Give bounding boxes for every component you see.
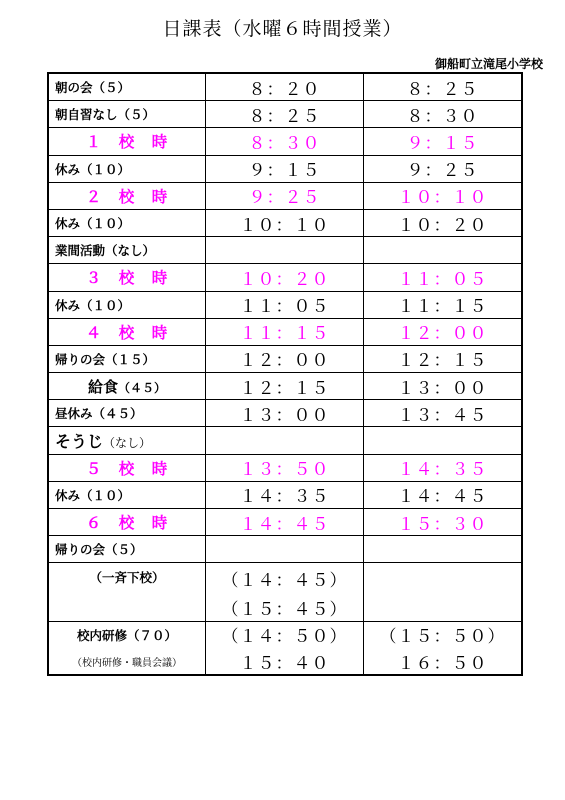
- time-cell-a: ９：１５: [206, 155, 364, 182]
- table-row-period: [48, 454, 522, 481]
- row-label: 休み（１０）: [48, 291, 206, 318]
- row-label-main: そうじ: [55, 432, 104, 452]
- period-label: ２ 校 時: [48, 182, 206, 209]
- table-row: [48, 481, 522, 508]
- row-sublabel: （校内研修・職員会議）: [48, 648, 206, 675]
- period-label: ３ 校 時: [48, 264, 206, 291]
- schedule-table: [47, 72, 523, 676]
- period-label: ５ 校 時: [48, 454, 206, 481]
- time-cell-b: １３：００: [364, 373, 523, 400]
- period-label: １ 校 時: [48, 128, 206, 155]
- row-label: （一斉下校）: [48, 563, 206, 595]
- time-cell-b: １０：２０: [364, 209, 523, 236]
- time-cell-b: １０：１０: [364, 182, 523, 209]
- time-cell-b2: [364, 595, 523, 622]
- school-name: 御船町立滝尾小学校: [434, 57, 543, 71]
- table-row: [48, 563, 522, 595]
- time-cell-b: １１：１５: [364, 291, 523, 318]
- time-cell-b2: １６：５０: [364, 648, 523, 675]
- row-label: 休み（１０）: [48, 481, 206, 508]
- time-cell-a: １２：１５: [206, 373, 364, 400]
- table-row: [48, 373, 522, 400]
- row-label: 校内研修（７０）: [48, 621, 206, 648]
- time-cell-a: [206, 536, 364, 563]
- time-cell-a: １４：４５: [206, 509, 364, 536]
- row-label-note: （４５）: [118, 380, 167, 395]
- table-row-period: [48, 264, 522, 291]
- period-label: ６ 校 時: [48, 509, 206, 536]
- time-cell-a: [206, 237, 364, 264]
- row-label: 休み（１０）: [48, 209, 206, 236]
- row-label: [48, 427, 206, 454]
- table-row: [48, 621, 522, 648]
- time-cell-b: ８：３０: [364, 101, 523, 128]
- time-cell-a: １１：０５: [206, 291, 364, 318]
- period-label: ４ 校 時: [48, 318, 206, 345]
- table-row: [48, 209, 522, 236]
- time-cell-b: [364, 536, 523, 563]
- table-row: [48, 427, 522, 454]
- time-cell-a: （１４：５０）: [206, 621, 364, 648]
- time-cell-a: [206, 427, 364, 454]
- table-row: [48, 291, 522, 318]
- table-row: [48, 536, 522, 563]
- time-cell-a: ８：２５: [206, 101, 364, 128]
- table-row: [48, 400, 522, 427]
- row-label: 帰りの会（１５）: [48, 345, 206, 372]
- row-label: [48, 373, 206, 400]
- time-cell-a2: １５：４０: [206, 648, 364, 675]
- table-row: [48, 237, 522, 264]
- time-cell-a: １２：００: [206, 345, 364, 372]
- time-cell-a: １３：００: [206, 400, 364, 427]
- time-cell-a: ８：３０: [206, 128, 364, 155]
- time-cell-b: １４：４５: [364, 481, 523, 508]
- time-cell-b: １２：１５: [364, 345, 523, 372]
- row-label: 帰りの会（５）: [48, 536, 206, 563]
- time-cell-b: ９：２５: [364, 155, 523, 182]
- time-cell-b: １５：３０: [364, 509, 523, 536]
- table-row: [48, 101, 522, 128]
- row-label-blank: [48, 595, 206, 622]
- table-row-period: [48, 318, 522, 345]
- time-cell-a: ８：２０: [206, 73, 364, 101]
- time-cell-b: １４：３５: [364, 454, 523, 481]
- time-cell-a: １３：５０: [206, 454, 364, 481]
- time-cell-a2: （１５：４５）: [206, 595, 364, 622]
- time-cell-b: [364, 427, 523, 454]
- time-cell-a: ９：２５: [206, 182, 364, 209]
- time-cell-a: １１：１５: [206, 318, 364, 345]
- time-cell-b: １１：０５: [364, 264, 523, 291]
- time-cell-a: （１４：４５）: [206, 563, 364, 595]
- row-label: 朝の会（５）: [48, 73, 206, 101]
- time-cell-b: （１５：５０）: [364, 621, 523, 648]
- row-label: 昼休み（４５）: [48, 400, 206, 427]
- table-row: [48, 155, 522, 182]
- time-cell-b: ９：１５: [364, 128, 523, 155]
- table-row-period: [48, 509, 522, 536]
- time-cell-b: １２：００: [364, 318, 523, 345]
- table-row-period: [48, 128, 522, 155]
- time-cell-a: １４：３５: [206, 481, 364, 508]
- row-label: 休み（１０）: [48, 155, 206, 182]
- time-cell-b: １３：４５: [364, 400, 523, 427]
- table-row-period: [48, 182, 522, 209]
- time-cell-b: [364, 563, 523, 595]
- table-row: [48, 73, 522, 101]
- page-title: 日課表（水曜６時間授業）: [162, 18, 403, 40]
- table-row: [48, 595, 522, 622]
- time-cell-b: [364, 237, 523, 264]
- row-label: 朝自習なし（５）: [48, 101, 206, 128]
- time-cell-a: １０：１０: [206, 209, 364, 236]
- table-row: [48, 345, 522, 372]
- row-label: 業間活動（なし）: [48, 237, 206, 264]
- time-cell-a: １０：２０: [206, 264, 364, 291]
- table-row: [48, 648, 522, 675]
- row-label-main: 給食: [87, 377, 118, 396]
- time-cell-b: ８：２５: [364, 73, 523, 101]
- row-label-note: （なし）: [103, 436, 152, 451]
